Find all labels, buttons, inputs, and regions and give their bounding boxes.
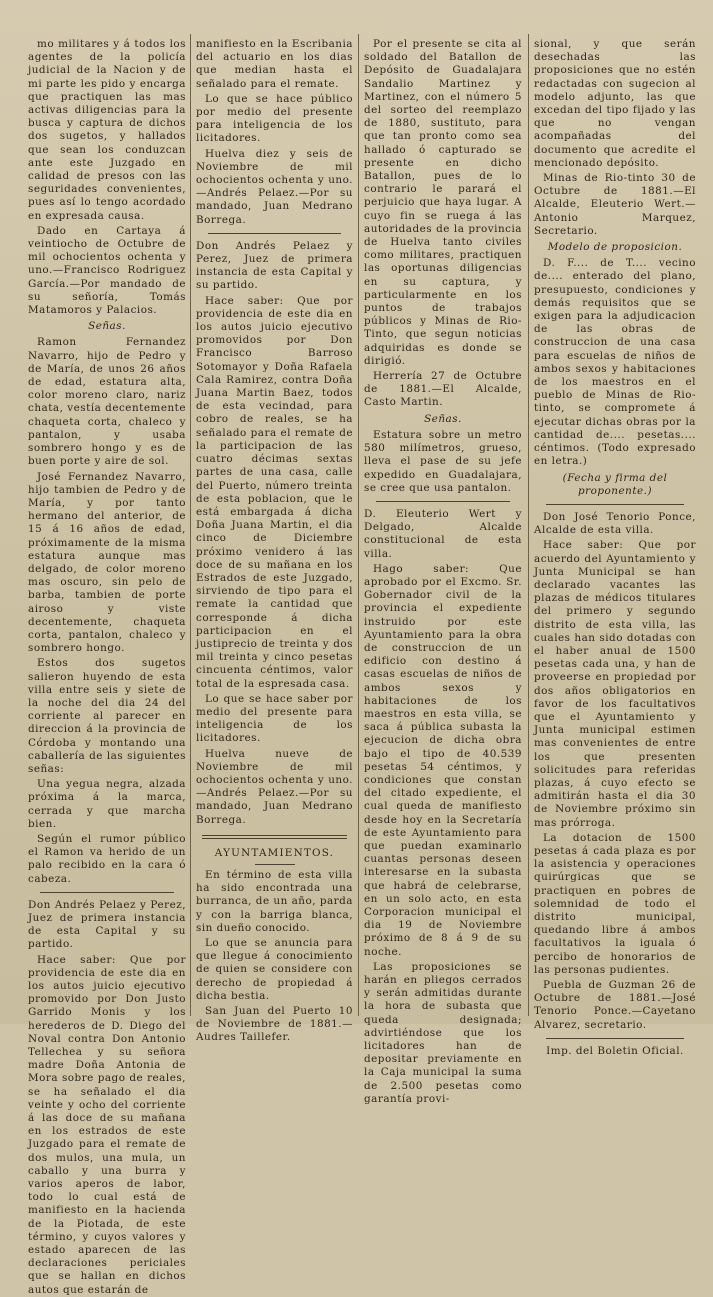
separator bbox=[255, 864, 295, 865]
column-3 bbox=[364, 38, 522, 1105]
section-heading: AYUNTAMIENTOS. bbox=[214, 846, 335, 859]
paragraph: Puebla de Guzman 26 de Octubre de 1881.—José Tenorio Ponce.—Cayetano Alvarez, secretario. bbox=[534, 979, 696, 1031]
paragraph: Huelva nueve de Noviembre de mil ochocientos ochenta y uno.—Andrés Pelaez.—Por su mandado, Juan Medrano Borrega. bbox=[196, 747, 353, 826]
paragraph: mo militares y á todos los agentes de la policía judicial de la Nacion y de mi parte les pido y encarga que practiquen las mas activas diligencias para la busca y captura de dichos dos sugetos, y hallados que sean los conduzcan ante este Juzgado en calidad de presos con las seguridades convenientes, pues así lo tengo acordado en expresada causa. bbox=[28, 38, 186, 222]
section-heading: Señas. bbox=[88, 320, 126, 333]
paragraph: Estatura sobre un metro 580 milímetros, grueso, lleva el pase de su jefe expedido en Guadalajara, se cree que usa pantalon. bbox=[364, 428, 522, 494]
separator bbox=[546, 1038, 684, 1039]
paragraph: Estos dos sugetos salieron huyendo de esta villa entre seis y siete de la noche del dia 24 del corriente al parecer en direccion á la provincia de Córdoba y montando una caballería de las siguientes señas: bbox=[28, 657, 186, 775]
paragraph: Las proposiciones se harán en pliegos cerrados y serán admitidas durante la hora de subasta que queda designada; advirtiéndose que los licitadores han de depositar previamente en la Caja municipal la suma de 2.500 pesetas como garantía provi- bbox=[364, 960, 522, 1105]
column-1 bbox=[28, 38, 186, 1296]
paragraph: Lo que se hace público por medio del presente para inteligencia de los licitadores. bbox=[196, 92, 353, 145]
paragraph: San Juan del Puerto 10 de Noviembre de 1881.—Audres Taillefer. bbox=[196, 1005, 353, 1044]
separator bbox=[376, 501, 510, 502]
section-heading: Modelo de proposicion. bbox=[547, 241, 683, 254]
paragraph: Por el presente se cita al soldado del Batallon de Depósito de Guadalajara Sandalio Martinez y Martinez, con el número 5 del sorteo del reemplazo de 1880, sustituto, para que tan pronto como sea hallado ó capturado se presente en dicho Batallon, pues de lo contrario le parará el perjuicio que haya lugar. A cuyo fin se ruega á las autoridades de la provincia de Huelva tanto civiles como militares, practiquen las oportunas diligencias en su captura, y particularmente en los puntos de trabajos públicos y Minas de Rio-Tinto, que segun noticias adquiridas es donde se dirigió. bbox=[364, 38, 522, 367]
paragraph: manifiesto en la Escribania del actuario en los dias que median hasta el señalado para el remate. bbox=[196, 38, 353, 90]
column-2 bbox=[196, 38, 353, 1044]
paragraph: Ramon Fernandez Navarro, hijo de Pedro y de María, de unos 26 años de edad, estatura alta, color moreno claro, nariz chata, vestía decentemente chaqueta corta, chaleco y pantalon, y usaba sombrero hongo y es de buen porte y aire de sol. bbox=[28, 336, 186, 468]
paragraph: En término de esta villa ha sido encontrada una burranca, de un año, parda y con la barriga blanca, sin dueño conocido. bbox=[196, 868, 353, 934]
column-divider bbox=[358, 34, 359, 1016]
paragraph: Según el rumor público el Ramon va herido de un palo recibido en la cara ó cabeza. bbox=[28, 832, 186, 885]
paragraph: Hago saber: Que aprobado por el Excmo. Sr. Gobernador civil de la provincia el expediente instruido por este Ayuntamiento para la obra de construccion de un edificio con destino á casas escuelas de niños de ambos sexos y habitaciones de los maestros en esta villa, se saca á pública subasta la ejecucion de dicha obra bajo el tipo de 40.539 pesetas 54 céntimos, y condiciones que constan del citado expediente, el cual queda de manifiesto desde hoy en la Secretaría de este Ayuntamiento para que puedan examinarlo cuantas personas deseen interesarse en la subasta que habrá de celebrarse, en un solo acto, en esta Corporacion municipal el dia 19 de Noviembre próximo de 8 á 9 de su noche. bbox=[364, 562, 522, 958]
paragraph: D. F.... de T.... vecino de.... enterado del plano, presupuesto, condiciones y demás requisitos que se exigen para la adjudicacion de las obras de construccion de una casa para escuelas de niños de ambos sexos y habitaciones de los maestros en el pueblo de Minas de Rio-tinto, se compromete á ejecutar dichas obras por la cantidad de.... pesetas.... céntimos. (Todo expresado en letra.) bbox=[534, 257, 696, 468]
paragraph: José Fernandez Navarro, hijo tambien de Pedro y de María, y por tanto hermano del anterior, de 15 á 16 años de edad, próximamente de la misma estatura aunque mas delgado, de color moreno mas oscuro, sin pelo de barba, tambien de porte airoso y viste decentemente, chaqueta corta, pantalon, chaleco y sombrero hongo. bbox=[28, 470, 186, 655]
separator bbox=[40, 892, 174, 893]
notice-heading: Don José Tenorio Ponce, Alcalde de esta villa. bbox=[534, 510, 696, 537]
separator bbox=[208, 233, 341, 234]
section-heading: Señas. bbox=[424, 412, 462, 425]
paragraph: Una yegua negra, alzada próxima á la marca, cerrada y que marcha bien. bbox=[28, 778, 186, 830]
paragraph: Minas de Rio-tinto 30 de Octubre de 1881.—El Alcalde, Eleuterio Wert.—Antonio Marquez, Secretario. bbox=[534, 172, 696, 237]
paragraph: Lo que se anuncia para que llegue á conocimiento de quien se considere con derecho de propiedad á dicha bestia. bbox=[196, 937, 353, 1002]
double-rule bbox=[202, 835, 347, 839]
paragraph: La dotacion de 1500 pesetas á cada plaza es por la asistencia y operaciones quirúrgicas que se practiquen en pobres de solemnidad de todo el distrito municipal, quedando libre á ambos facultativos la iguala ó percibo de honorarios de las personas pudientes. bbox=[534, 831, 696, 976]
notice-heading: Don Andrés Pelaez y Perez, Juez de primera instancia de esta Capital y su partido. bbox=[196, 239, 353, 292]
notice-heading: D. Eleuterio Wert y Delgado, Alcalde constitucional de esta villa. bbox=[364, 507, 522, 560]
paragraph: Herrería 27 de Octubre de 1881.—El Alcalde, Casto Martin. bbox=[364, 370, 522, 409]
column-divider bbox=[528, 34, 529, 1016]
separator bbox=[546, 504, 684, 505]
paragraph: Hace saber: Que por acuerdo del Ayuntamiento y Junta Municipal se han declarado vacantes las plazas de médicos titulares del primero y segundo distrito de esta villa, las cuales han sido dotadas con el haber anual de 1500 pesetas cada una, y han de proveerse en propiedad por dos años obligatorios en favor de los facultativos que el Ayuntamiento y Junta municipal estimen mas convenientes de entre los que presenten solicitudes para referidas plazas, á cuyo efecto se admitirán hasta el dia 30 de Noviembre próximo sin mas prórroga. bbox=[534, 539, 696, 829]
paragraph: sional, y que serán desechadas las proposiciones que no estén redactadas con sugecion al modelo adjunto, las que excedan del tipo fijado y las que no vengan acompañadas del documento que acredite el mencionado depósito. bbox=[534, 38, 696, 169]
column-4 bbox=[534, 38, 696, 1057]
column-divider bbox=[190, 34, 191, 1016]
paragraph: Dado en Cartaya á veintiocho de Octubre de mil ochocientos ochenta y uno.—Francisco Rodriguez García.—Por mandado de su señoría, Tomás Matamoros y Palacios. bbox=[28, 224, 186, 317]
printer-imprint: Imp. del Boletin Oficial. bbox=[546, 1044, 684, 1057]
paragraph: Huelva diez y seis de Noviembre de mil ochocientos ochenta y uno.—Andrés Pelaez.—Por su mandado, Juan Medrano Borrega. bbox=[196, 147, 353, 226]
signature-line: (Fecha y firma del proponente.) bbox=[562, 471, 668, 497]
paragraph: Hace saber: Que por providencia de este dia en los autos juicio ejecutivo promovido por Don Justo Garrido Monis y los herederos de D. Diego del Noval contra Don Antonio Tellechea y su señora madre Doña Antonia de Mora sobre pago de reales, se ha señalado el dia veinte y ocho del corriente á las doce de su mañana en los estrados de este Juzgado para el remate de dos mulos, una mula, un caballo y una burra y varios aperos de labor, todo lo cual está de manifiesto en la hacienda de la Piotada, de este término, y cuyos valores y estado aparecen de las declaraciones periciales que se hallan en dichos autos que estarán de bbox=[28, 953, 186, 1296]
paragraph: Hace saber: Que por providencia de este dia en los autos juicio ejecutivo promovidos por Don Francisco Barroso Sotomayor y Doña Rafaela Cala Ramirez, contra Doña Juana Martin Baez, todos de esta vecindad, para cobro de reales, se ha señalado para el remate de la participacion de las cuatro décimas sextas partes de una casa, calle del Puerto, número treinta de esta poblacion, que le está embargada á dicha Doña Juana Martin, el dia cinco de Diciembre próximo venidero á las doce de su mañana en los Estrados de este Juzgado, sirviendo de tipo para el remate la cantidad que corresponde á dicha participacion en el justiprecio de treinta y dos mil treinta y cinco pesetas cincuenta céntimos, valor total de la espresada casa. bbox=[196, 294, 353, 690]
paragraph: Lo que se hace saber por medio del presente para inteligencia de los licitadores. bbox=[196, 692, 353, 745]
notice-heading: Don Andrés Pelaez y Perez, Juez de primera instancia de esta Capital y su partido. bbox=[28, 898, 186, 951]
